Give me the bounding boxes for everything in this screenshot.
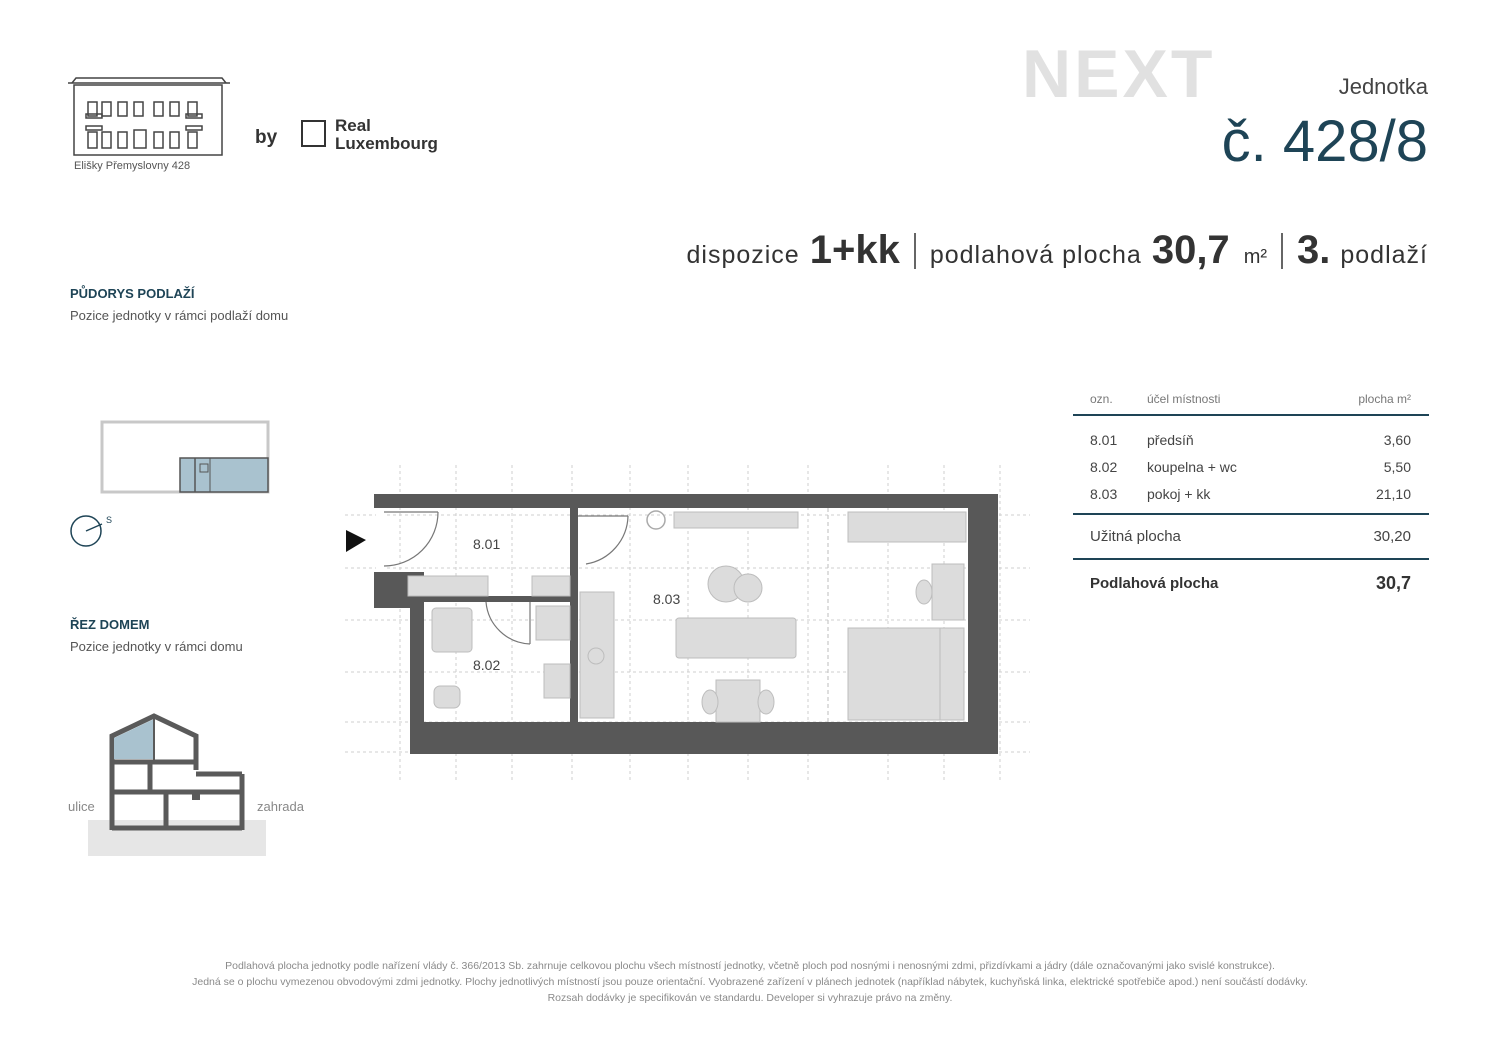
row-name: koupelna + wc: [1147, 458, 1237, 475]
footnote: [70, 958, 1430, 1006]
row-code: 8.01: [1090, 431, 1118, 448]
unit-floor-plan: [340, 460, 1040, 790]
row-name: předsíň: [1147, 431, 1194, 448]
floor-label: podlaží: [1340, 241, 1428, 269]
layout-value: 1+kk: [809, 228, 900, 272]
brand-name: [335, 117, 438, 153]
room-table-header: [1073, 392, 1429, 416]
entrance-arrow-icon: [346, 530, 366, 552]
usable-area-value: 30,20: [1373, 528, 1411, 545]
header-name: účel místnosti: [1147, 392, 1221, 406]
building-section-diagram: [86, 710, 270, 860]
room-label-8-01: 8.01: [473, 536, 501, 552]
plant-icon: [647, 511, 665, 529]
header-code: ozn.: [1090, 392, 1113, 406]
footnote-line: Podlahová plocha jednotky podle nařízení vlády č. 366/2013 Sb. zahrnuje celkovou plochu všech místností jednotky, včetně ploch pod nosnými i nenosnými zdmi, přizdívkami a jádry (dále označovanými jako svislé konstrukce).: [225, 960, 1275, 972]
table-row: [1073, 426, 1429, 453]
room-label-8-03: 8.03: [653, 591, 681, 607]
floor-area-unit: m²: [1243, 246, 1268, 268]
project-caption: Elišky Přemyslovny 428: [74, 160, 191, 172]
footnote-line: Jedná se o plochu vymezenou obvodovými zdmi jednotky. Plochy jednotlivých místností jsou pouze orientační. Vyobrazené zařízení v plánech jednotek (například nábytek, kuchyňská linka, elektrické spotřebiče apod.) není součástí dodávky.: [192, 976, 1308, 988]
unit-specs: [686, 228, 1428, 273]
unit-number: č. 428/8: [1221, 109, 1428, 174]
floor-plan-title: PŮDORYS PODLAŽÍ: [70, 286, 195, 301]
brand-name-line2: Luxembourg: [335, 134, 438, 153]
row-code: 8.02: [1090, 458, 1118, 475]
floor-area-total-value: 30,7: [1375, 572, 1411, 593]
usable-area-label: Užitná plocha: [1090, 528, 1181, 545]
footnote-line: Rozsah dodávky je specifikován ve standardu. Developer si vyhrazuje právo na změny.: [547, 992, 953, 1004]
spec-divider: [1281, 233, 1283, 269]
brand-logo-mark: [301, 120, 326, 147]
room-table: [1073, 392, 1429, 606]
spec-divider: [914, 233, 916, 269]
floor-position-diagram: [100, 420, 272, 496]
header-area: plocha m²: [1358, 392, 1411, 406]
unit-highlight: [180, 458, 268, 492]
floor-plan-subtitle: Pozice jednotky v rámci podlaží domu: [70, 308, 289, 323]
street-label: ulice: [68, 799, 95, 814]
building-logo-icon: [66, 76, 232, 158]
floor-area-total-label: Podlahová plocha: [1090, 574, 1219, 592]
row-area: 21,10: [1375, 485, 1411, 502]
row-name: pokoj + kk: [1147, 485, 1211, 502]
floor-area-row: [1073, 560, 1429, 606]
floor-number: 3.: [1297, 228, 1331, 272]
room-table-body: [1073, 416, 1429, 515]
agency-logo: NEXT: [1022, 36, 1216, 112]
table-row: [1073, 453, 1429, 480]
compass-label: S: [106, 515, 113, 525]
usable-area-row: [1073, 515, 1429, 560]
layout-label: dispozice: [686, 241, 800, 269]
brand-name-line1: Real: [335, 116, 371, 135]
by-label: by: [255, 127, 278, 148]
unit-label: Jednotka: [1338, 74, 1428, 99]
row-code: 8.03: [1090, 485, 1118, 502]
row-area: 5,50: [1383, 458, 1411, 475]
compass-icon: [68, 512, 108, 548]
section-title: ŘEZ DOMEM: [70, 617, 150, 632]
floor-area-value: 30,7: [1151, 228, 1230, 272]
row-area: 3,60: [1383, 431, 1411, 448]
floor-area-label: podlahová plocha: [929, 241, 1142, 269]
section-subtitle: Pozice jednotky v rámci domu: [70, 639, 243, 654]
garden-label: zahrada: [257, 799, 304, 814]
room-label-8-02: 8.02: [473, 657, 501, 673]
table-row: [1073, 480, 1429, 507]
